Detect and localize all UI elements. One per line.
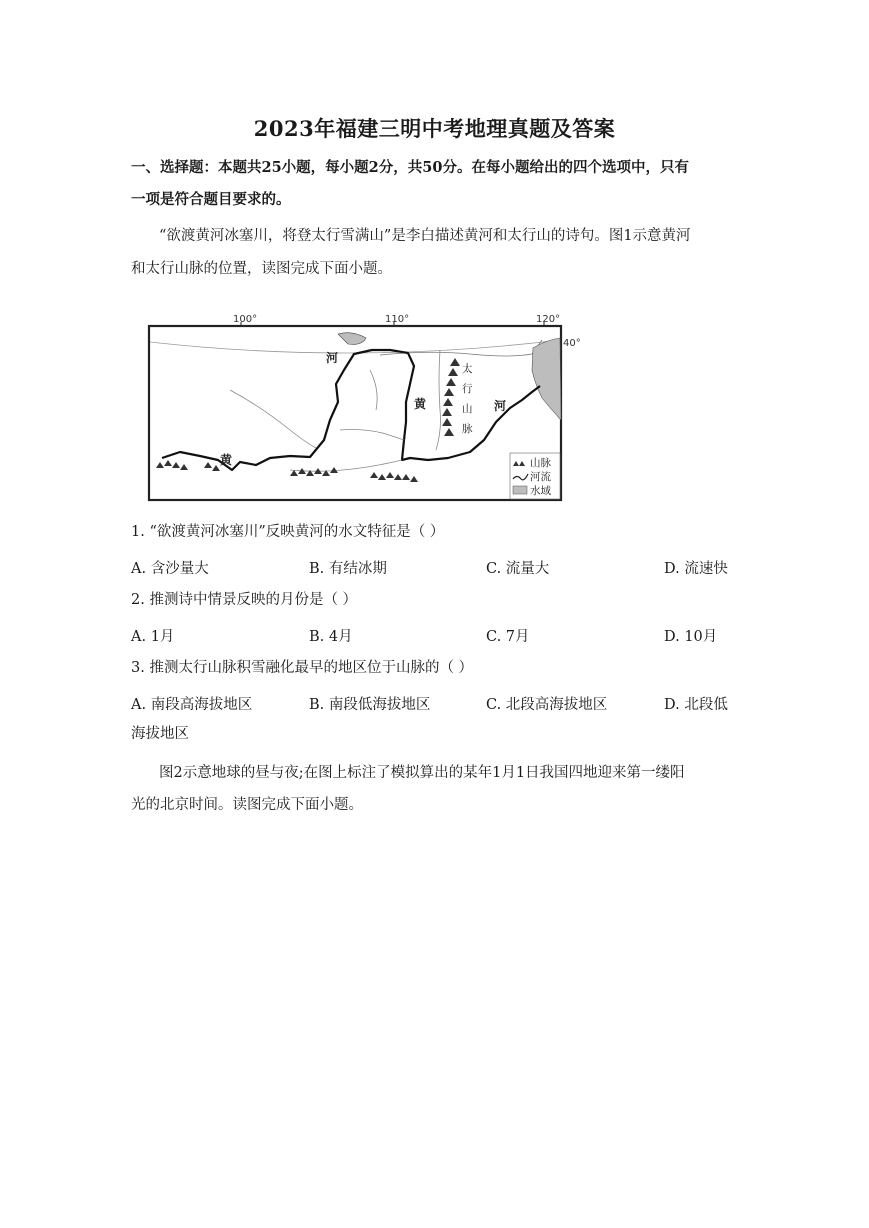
lon-label-110: 110° — [385, 314, 410, 325]
q2-option-b[interactable]: B. 4月 — [309, 629, 353, 645]
page-title: 2023年福建三明中考地理真题及答案 — [253, 116, 616, 141]
river-label: 河 — [494, 399, 507, 413]
water-legend-icon — [513, 486, 527, 494]
lon-label-120: 120° — [536, 314, 561, 325]
q2-option-d[interactable]: D. 10月 — [664, 629, 718, 645]
intro1-line1: “欲渡黄河冰塞川，将登太行雪满山”是李白描述黄河和太行山的诗句。图1示意黄河 — [159, 228, 691, 244]
legend-mountain: 山脉 — [530, 457, 551, 469]
q3-option-d-continuation: 海拔地区 — [131, 726, 189, 742]
q1-option-a[interactable]: A. 含沙量大 — [131, 561, 209, 577]
question-3-stem: 3. 推测太行山脉积雪融化最早的地区位于山脉的（ ） — [131, 660, 474, 676]
map-frame — [149, 326, 561, 500]
question-2-stem: 2. 推测诗中情景反映的月份是（ ） — [131, 592, 358, 608]
river-label: 黄 — [220, 453, 233, 467]
question-1-stem: 1. “欲渡黄河冰塞川”反映黄河的水文特征是（ ） — [131, 524, 445, 540]
q2-option-a[interactable]: A. 1月 — [131, 629, 175, 645]
mountain-label: 山 — [462, 403, 473, 415]
q3-option-d[interactable]: D. 北段低 — [664, 697, 728, 713]
q3-option-c[interactable]: C. 北段高海拔地区 — [486, 697, 608, 713]
q3-option-a[interactable]: A. 南段高海拔地区 — [131, 697, 253, 713]
q1-option-d[interactable]: D. 流速快 — [664, 561, 728, 577]
intro2-line1: 图2示意地球的昼与夜;在图上标注了模拟算出的某年1月1日我国四地迎来第一缕阳 — [159, 765, 685, 781]
yellow-river-map — [140, 310, 590, 506]
river-label: 河 — [326, 351, 339, 365]
lon-label-100: 100° — [233, 314, 258, 325]
intro2-line2: 光的北京时间。读图完成下面小题。 — [131, 797, 363, 813]
q2-option-c[interactable]: C. 7月 — [486, 629, 530, 645]
section-heading-line2: 一项是符合题目要求的。 — [131, 191, 291, 208]
intro1-line2: 和太行山脉的位置，读图完成下面小题。 — [131, 261, 392, 277]
legend-river: 河流 — [530, 471, 551, 483]
lat-label-40: 40° — [563, 338, 581, 349]
map-legend — [510, 453, 560, 499]
legend-water: 水域 — [530, 485, 551, 497]
map-figure — [140, 310, 590, 506]
mountain-label: 行 — [462, 383, 473, 395]
river-label: 黄 — [414, 397, 427, 411]
mountain-label: 脉 — [462, 423, 473, 435]
q1-option-b[interactable]: B. 有结冰期 — [309, 561, 387, 577]
mountain-label: 太 — [462, 363, 473, 375]
section-heading-line1: 一、选择题：本题共25小题，每小题2分，共50分。在每小题给出的四个选项中，只有 — [131, 159, 689, 176]
q3-option-b[interactable]: B. 南段低海拔地区 — [309, 697, 431, 713]
q1-option-c[interactable]: C. 流量大 — [486, 561, 550, 577]
